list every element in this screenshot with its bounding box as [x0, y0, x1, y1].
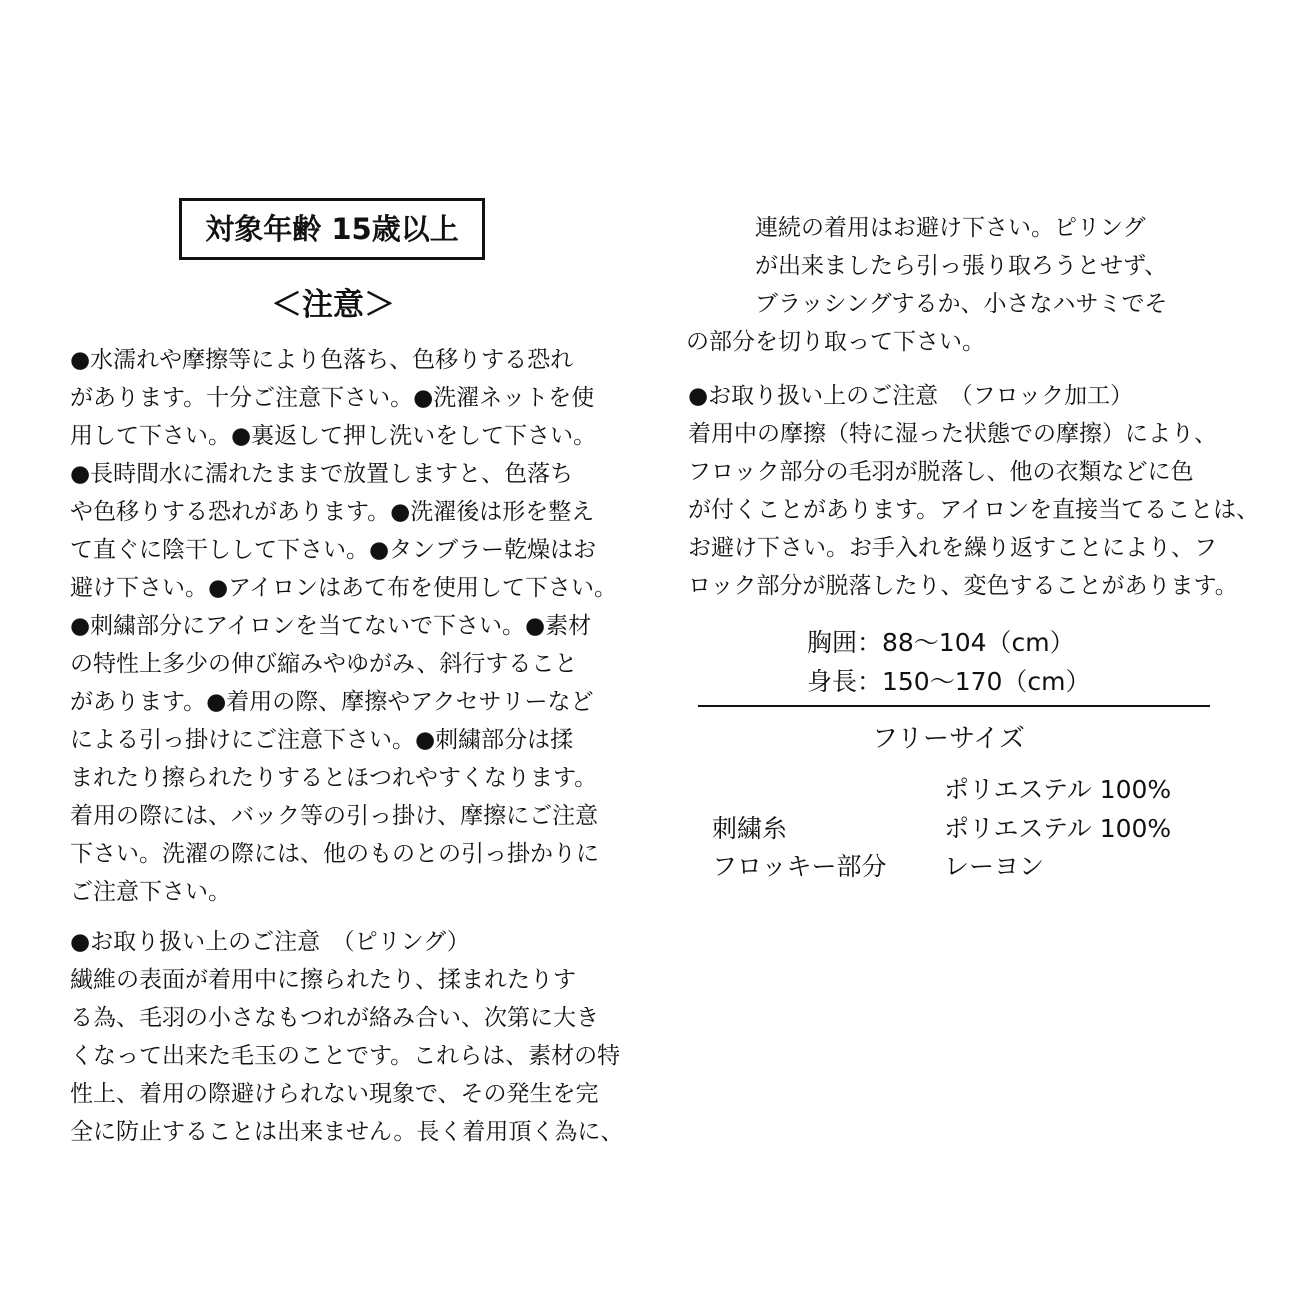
flock-line: フロック部分の毛羽が脱落し、他の衣類などに色 [688, 459, 1194, 485]
material-flock-value: レーヨン [944, 852, 1045, 881]
flock-line: 着用中の摩擦（特に湿った状態での摩擦）により、 [688, 421, 1217, 447]
caution-text-block [70, 341, 617, 911]
caution-line: ●刺繍部分にアイロンを当てないで下さい。●素材 [70, 613, 592, 639]
pilling-heading: ●お取り扱い上のご注意 （ピリング） [70, 929, 470, 955]
caution-line: 用して下さい。●裏返して押し洗いをして下さい。 [70, 423, 597, 449]
caution-line: があります。十分ご注意下さい。●洗濯ネットを使 [70, 385, 595, 411]
pilling-line: 性上、着用の際避けられない現象で、その発生を完 [70, 1081, 599, 1107]
flock-section [688, 377, 1259, 605]
pilling-continuation-line: が出来ましたら引っ張り取ろうとせず、 [686, 253, 1168, 279]
age-rating-value: 15歳以上 [331, 212, 459, 246]
age-rating-label: 対象年齢 [205, 212, 322, 246]
caution-line: 下さい。洗濯の際には、他のものとの引っ掛かりに [70, 841, 599, 867]
chest-measurement: 胸囲：88～104（cm） [807, 628, 1075, 657]
material-embroidery-value: ポリエステル 100% [944, 814, 1172, 843]
pilling-line: る為、毛羽の小さなもつれが絡み合い、次第に大き [70, 1005, 599, 1031]
caution-line: ご注意下さい。 [70, 879, 231, 905]
height-measurement: 身長：150～170（cm） [807, 667, 1091, 696]
caution-line: の特性上多少の伸び縮みやゆがみ、斜行すること [70, 651, 578, 677]
caution-line: 着用の際には、バック等の引っ掛け、摩擦にご注意 [70, 803, 599, 829]
age-rating-box [179, 198, 485, 260]
pilling-continuation-line: の部分を切り取って下さい。 [686, 329, 985, 355]
flock-line: ロック部分が脱落したり、変色することがあります。 [688, 573, 1238, 599]
material-main-value: ポリエステル 100% [944, 775, 1172, 804]
caution-line: による引っ掛けにご注意下さい。●刺繍部分は揉 [70, 727, 574, 753]
flock-line: お避け下さい。お手入れを繰り返すことにより、フ [688, 535, 1217, 561]
size-label: フリーサイズ [872, 724, 1025, 754]
caution-line: まれたり擦られたりするとほつれやすくなります。 [70, 765, 598, 791]
pilling-continuation [686, 209, 1168, 361]
pilling-continuation-line: 連続の着用はお避け下さい。ピリング [686, 215, 1146, 241]
caution-line: ●長時間水に濡れたままで放置しますと、色落ち [70, 461, 574, 487]
pilling-line: 全に防止することは出来ません。長く着用頂く為に、 [70, 1119, 624, 1145]
material-flock-label: フロッキー部分 [712, 852, 887, 881]
pilling-section [70, 923, 623, 1151]
flock-line: が付くことがあります。アイロンを直接当てることは、 [688, 497, 1260, 523]
caution-heading: ＜注意＞ [271, 287, 395, 323]
caution-line: ●水濡れや摩擦等により色落ち、色移りする恐れ [70, 347, 574, 373]
pilling-continuation-line: ブラッシングするか、小さなハサミでそ [686, 291, 1168, 317]
pilling-line: くなって出来た毛玉のことです。これらは、素材の特 [70, 1043, 621, 1069]
pilling-line: 繊維の表面が着用中に擦られたり、揉まれたりす [70, 967, 576, 993]
caution-line: 避け下さい。●アイロンはあて布を使用して下さい。 [70, 575, 617, 601]
section-divider [698, 705, 1210, 707]
flock-heading: ●お取り扱い上のご注意 （フロック加工） [688, 383, 1134, 409]
material-embroidery-label: 刺繍糸 [712, 814, 788, 843]
caution-line: て直ぐに陰干しして下さい。●タンブラー乾燥はお [70, 537, 597, 563]
caution-line: や色移りする恐れがあります。●洗濯後は形を整え [70, 499, 595, 525]
caution-line: があります。●着用の際、摩擦やアクセサリーなど [70, 689, 594, 715]
